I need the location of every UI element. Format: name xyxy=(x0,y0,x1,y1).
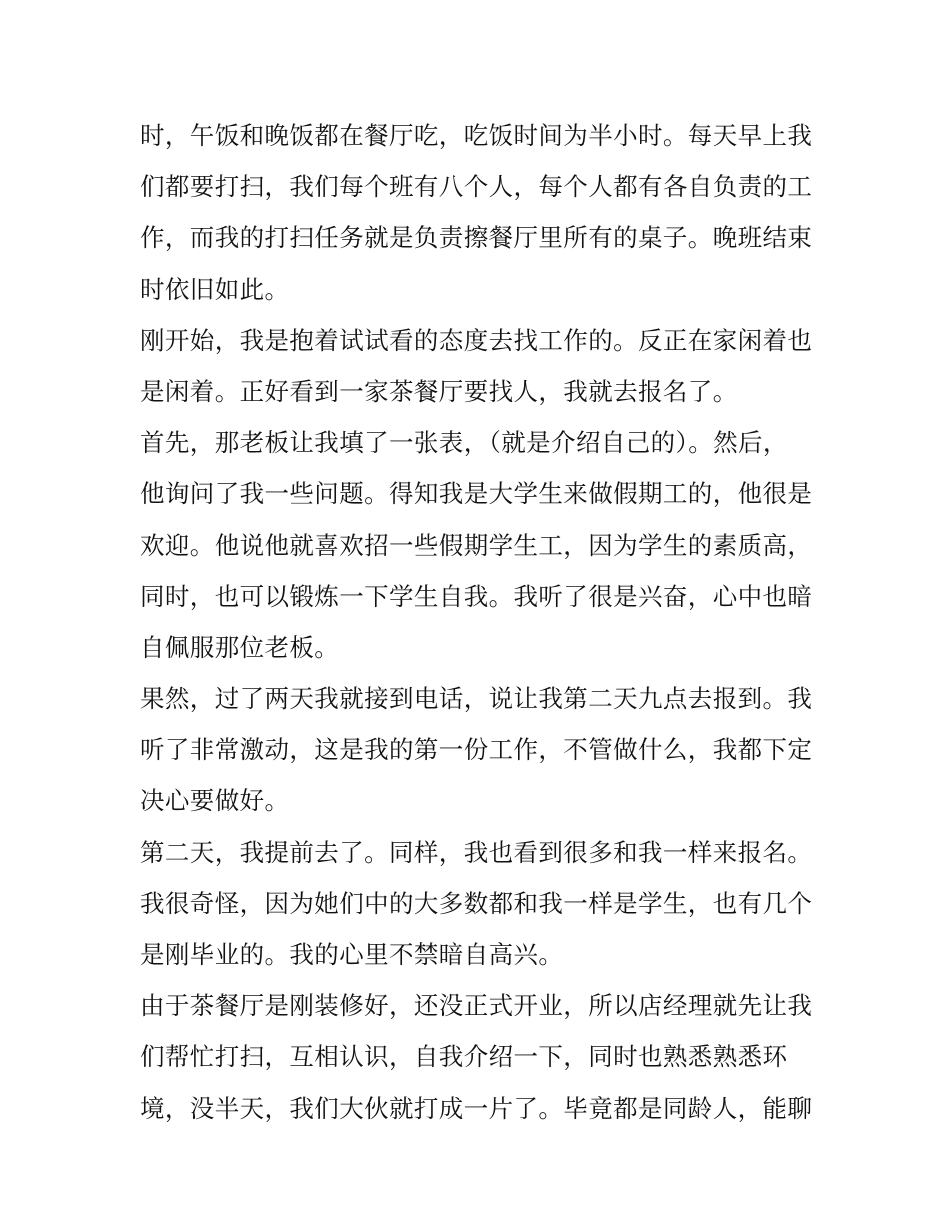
text-line: 刚开始，我是抱着试试看的态度去找工作的。反正在家闲着也 xyxy=(140,325,813,355)
text-line: 听了非常激动，这是我的第一份工作，不管做什么，我都下定 xyxy=(140,735,813,765)
text-line: 境，没半天，我们大伙就打成一片了。毕竟都是同龄人，能聊 xyxy=(140,1093,813,1123)
text-line: 他询问了我一些问题。得知我是大学生来做假期工的，他很是 xyxy=(140,479,813,509)
text-line: 是刚毕业的。我的心里不禁暗自高兴。 xyxy=(140,940,564,969)
text-line: 们都要打扫，我们每个班有八个人，每个人都有各自负责的工 xyxy=(140,172,813,202)
text-line: 欢迎。他说他就喜欢招一些假期学生工，因为学生的素质高， xyxy=(140,530,813,560)
text-line: 是闲着。正好看到一家茶餐厅要找人，我就去报名了。 xyxy=(140,376,738,406)
text-line: 时，午饭和晚饭都在餐厅吃，吃饭时间为半小时。每天早上我 xyxy=(140,121,813,150)
text-line: 由于茶餐厅是刚装修好，还没正式开业，所以店经理就先让我 xyxy=(140,991,813,1021)
text-line: 第二天，我提前去了。同样，我也看到很多和我一样来报名。 xyxy=(140,837,813,867)
text-line: 们帮忙打扫，互相认识，自我介绍一下，同时也熟悉熟悉环 xyxy=(140,1042,788,1072)
text-line: 作，而我的打扫任务就是负责擦餐厅里所有的桌子。晚班结束 xyxy=(140,223,813,253)
text-line: 果然，过了两天我就接到电话，说让我第二天九点去报到。我 xyxy=(140,684,813,714)
text-line: 同时，也可以锻炼一下学生自我。我听了很是兴奋，心中也暗 xyxy=(140,581,813,611)
text-line: 决心要做好。 xyxy=(140,786,290,816)
text-line: 时依旧如此。 xyxy=(140,274,290,304)
body-text xyxy=(140,110,820,1134)
text-line: 首先，那老板让我填了一张表，（就是介绍自己的）。然后， xyxy=(140,428,788,458)
text-line: 我很奇怪，因为她们中的大多数都和我一样是学生，也有几个 xyxy=(140,888,813,918)
text-line: 自佩服那位老板。 xyxy=(140,632,340,662)
